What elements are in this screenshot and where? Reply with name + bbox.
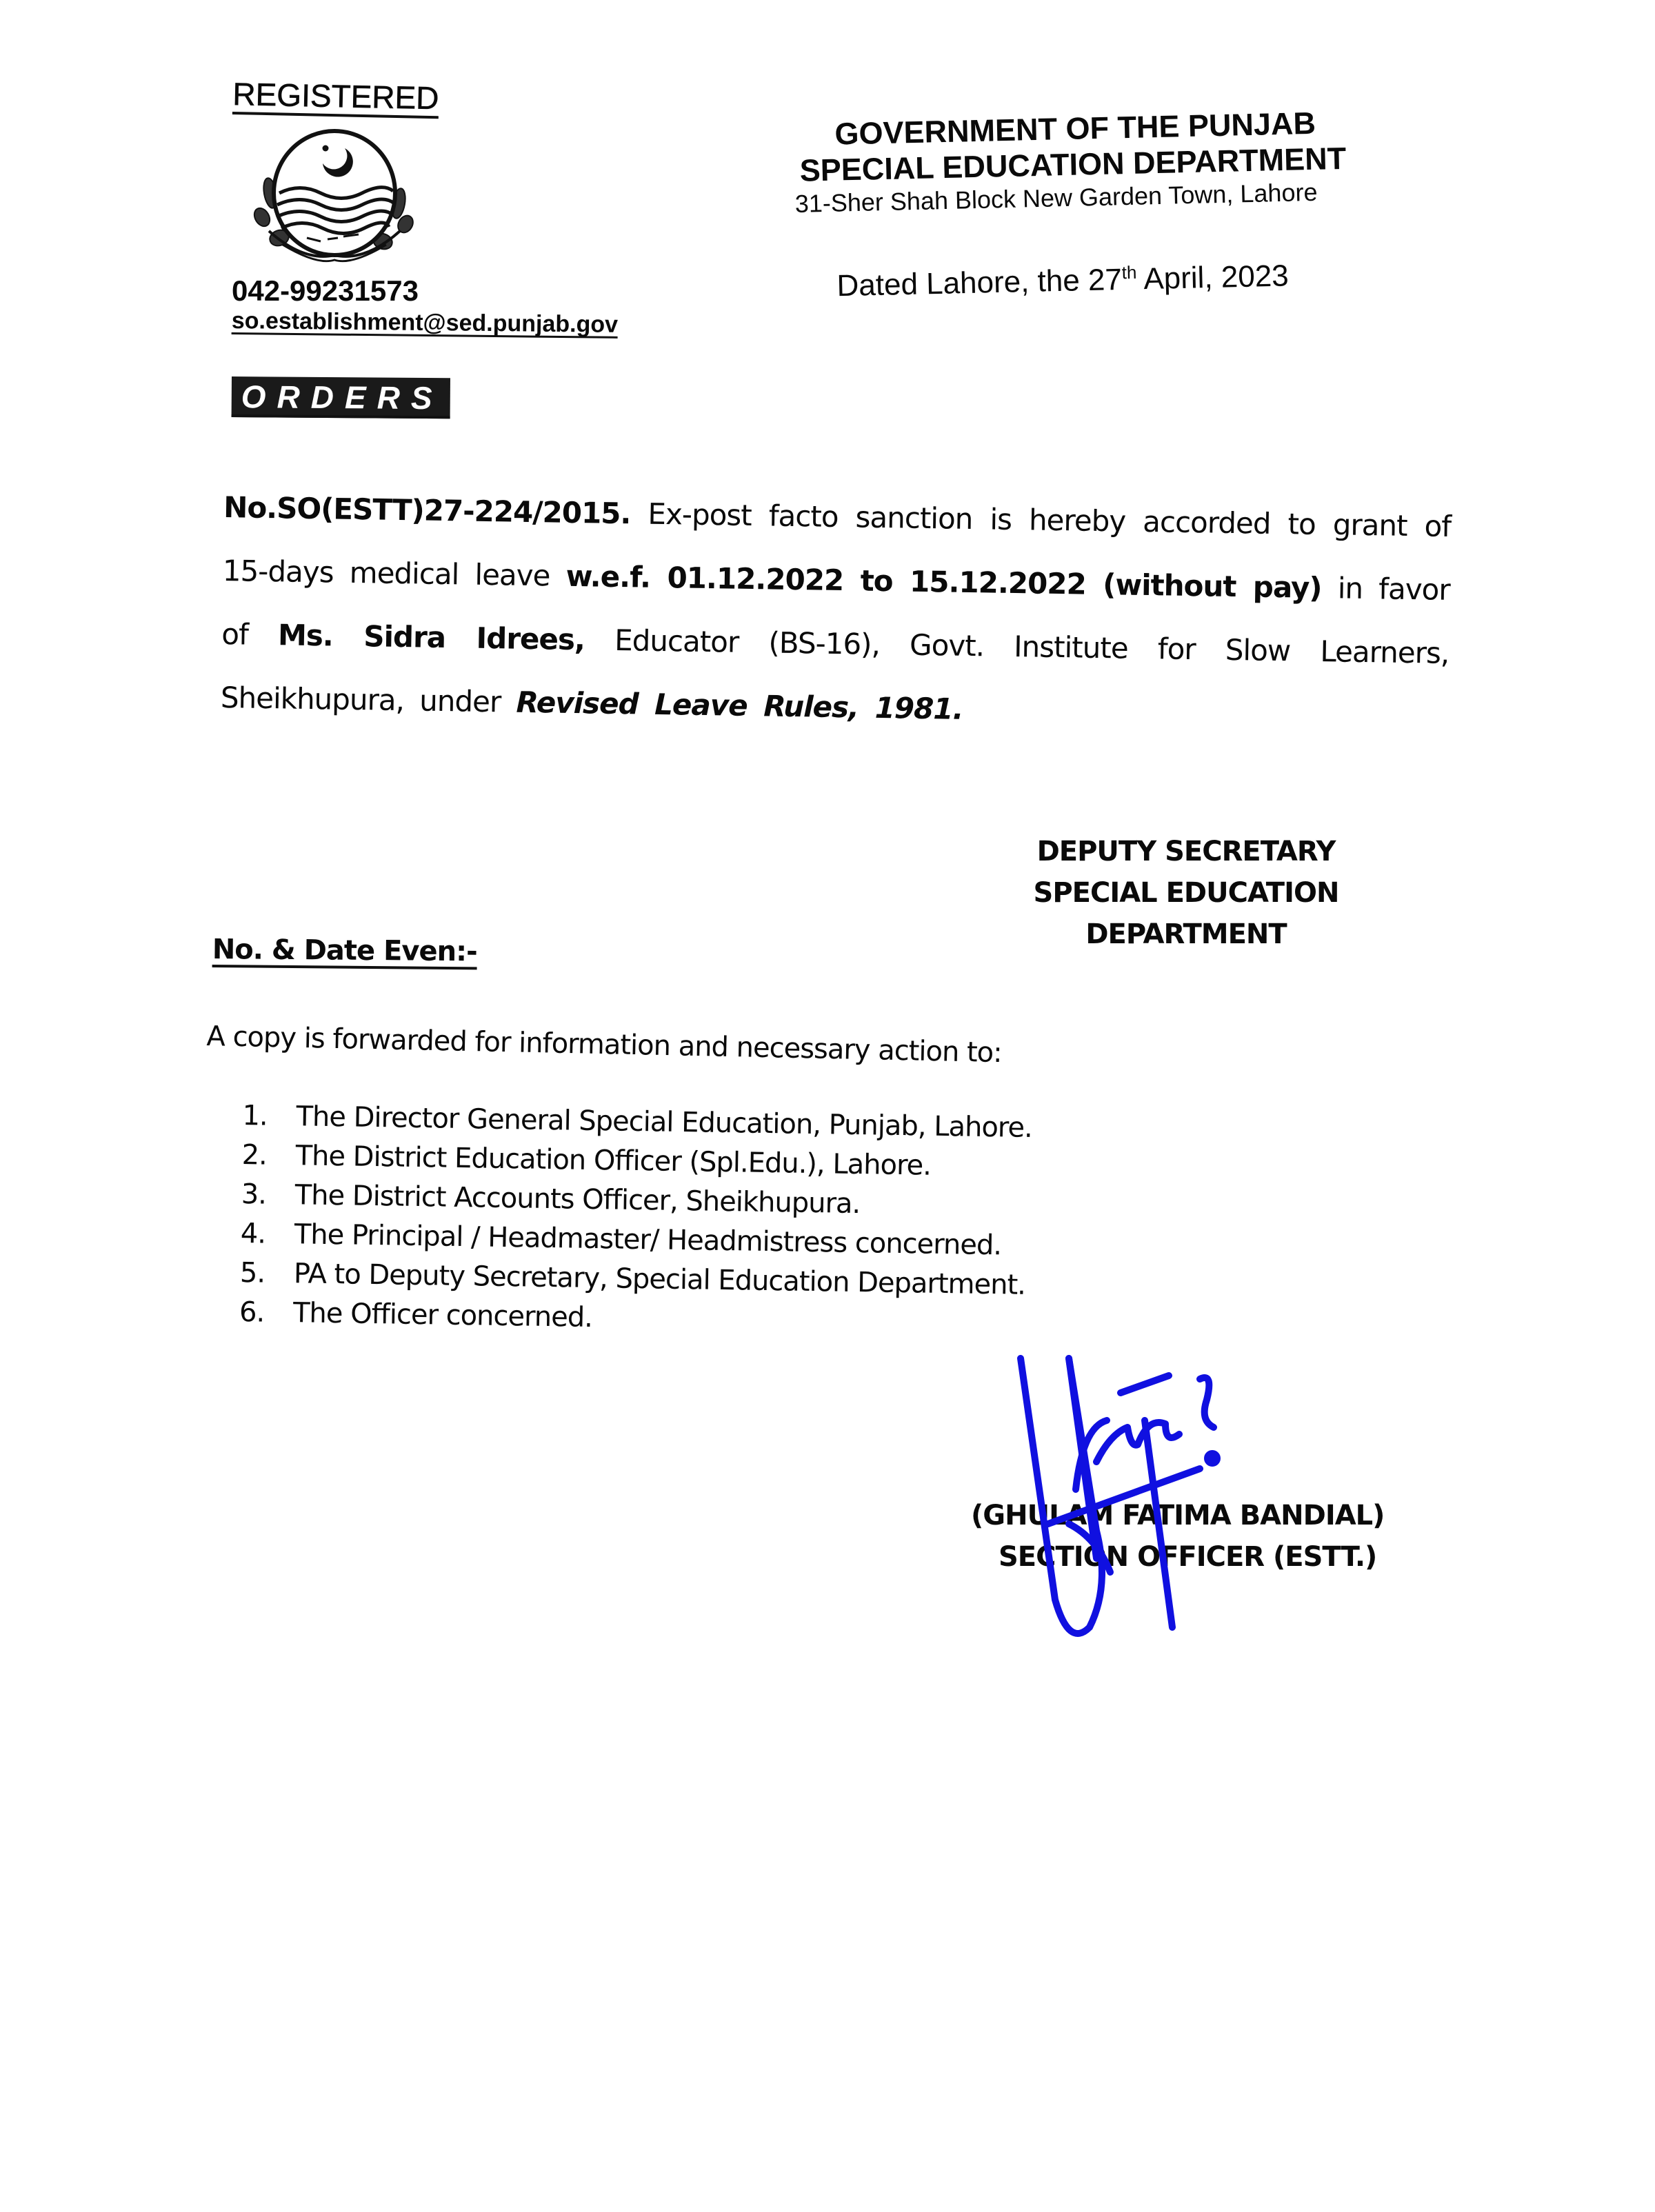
item-text: The Principal / Headmaster/ Headmistress concerned. <box>294 1218 1002 1262</box>
item-number: 6. <box>239 1296 265 1329</box>
dated-rest: April, 2023 <box>1136 259 1290 296</box>
dated-ordinal: th <box>1121 261 1137 283</box>
employee-name: Ms. Sidra Idrees, <box>277 618 585 657</box>
deputy-line-3: DEPARTMENT <box>1085 918 1287 950</box>
dated-line <box>836 254 1459 303</box>
copy-recipients-list <box>239 1096 1033 1345</box>
orders-heading: ORDERS <box>232 376 450 419</box>
government-title: GOVERNMENT OF THE PUNJAB <box>834 105 1316 152</box>
letterhead <box>793 102 1459 304</box>
signature-icon <box>993 1324 1352 1669</box>
signatory-name: (GHULAM FATIMA BANDIAL) <box>971 1500 1385 1531</box>
item-text: The District Education Officer (Spl.Edu.), Lahore. <box>295 1140 932 1182</box>
item-text: The District Accounts Officer, Sheikhupura. <box>294 1179 861 1220</box>
order-paragraph <box>220 476 1452 749</box>
phone-number: 042-99231573 <box>232 274 419 307</box>
order-text-1: Ex-post facto sanction is hereby accorded to grant of 15-days medical leave <box>222 496 1452 593</box>
punjab-emblem-icon <box>241 128 428 265</box>
item-text: The Officer concerned. <box>292 1297 593 1334</box>
no-date-even-label: No. & Date Even:- <box>212 934 477 969</box>
item-number: 1. <box>242 1099 268 1132</box>
item-number: 2. <box>241 1138 268 1172</box>
item-number: 3. <box>241 1178 267 1211</box>
item-text: PA to Deputy Secretary, Special Education Department. <box>293 1258 1026 1301</box>
item-text: The Director General Special Education, Punjab, Lahore. <box>296 1100 1033 1144</box>
registered-label: REGISTERED <box>232 77 439 119</box>
item-number: 4. <box>240 1217 266 1250</box>
signatory-designation: SECTION OFFICER (ESTT.) <box>999 1541 1377 1573</box>
deputy-line-1: DEPUTY SECRETARY <box>1036 836 1336 867</box>
copy-intro: A copy is forwarded for information and necessary action to: <box>206 1020 1003 1069</box>
email-address[interactable]: so.establishment@sed.punjab.gov <box>231 308 619 338</box>
order-text-3: Educator (BS-16), Govt. Institute for Slow Learners, Sheikhupura, under <box>220 623 1450 719</box>
dated-prefix: Dated Lahore, the 27 <box>836 262 1123 303</box>
item-number: 5. <box>239 1256 265 1289</box>
order-text-2: in favor of <box>221 571 1451 652</box>
department-address: 31-Sher Shah Block New Garden Town, Lahore <box>794 177 1318 218</box>
leave-period: w.e.f. 01.12.2022 to 15.12.2022 (without pay) <box>565 559 1322 605</box>
deputy-line-2: SPECIAL EDUCATION <box>1033 877 1339 909</box>
department-title: SPECIAL EDUCATION DEPARTMENT <box>799 140 1347 188</box>
order-number: No.SO(ESTT)27-224/2015. <box>223 490 631 531</box>
leave-rules: Revised Leave Rules, 1981. <box>516 685 963 726</box>
deputy-secretary-block <box>1027 831 1345 955</box>
